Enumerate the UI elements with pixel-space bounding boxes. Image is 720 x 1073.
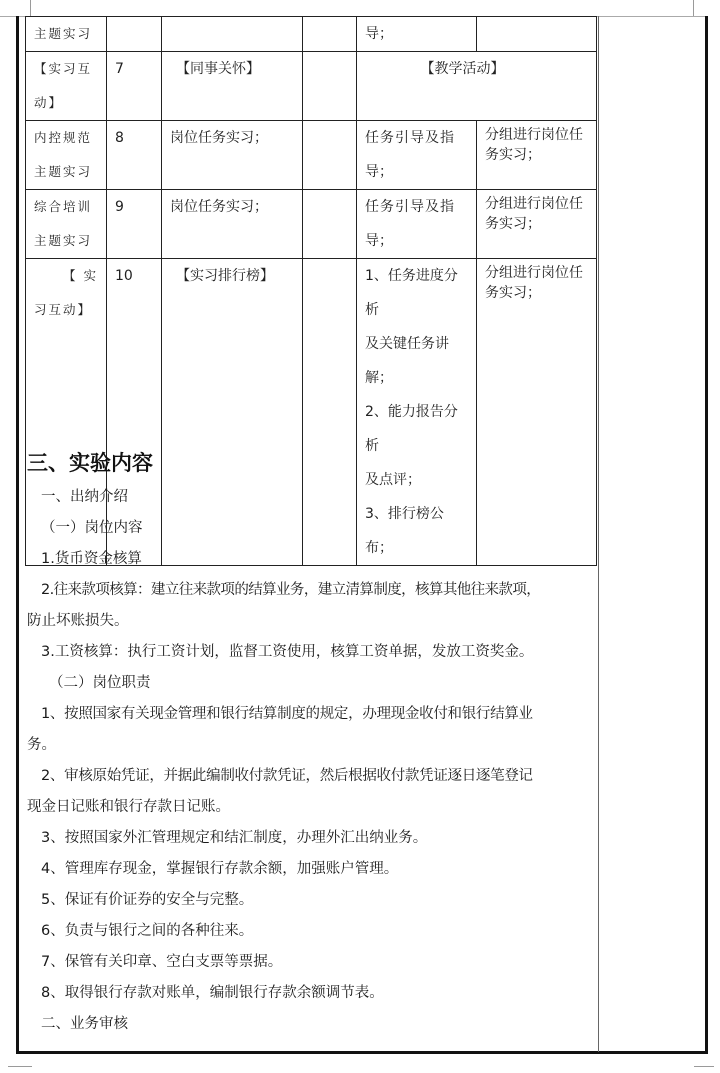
cell-content: 岗位任务实习； <box>162 121 303 190</box>
cell-activity: 分组进行岗位任务实习； <box>477 121 597 190</box>
crop-mark <box>693 0 694 16</box>
cell-text: 1、任务进度分析 <box>365 268 458 318</box>
paragraph: 1、按照国家有关现金管理和银行结算制度的规定，办理现金收付和银行结算业 <box>41 706 533 722</box>
cell-no: 7 <box>107 52 162 121</box>
cell-empty <box>303 17 357 52</box>
cell-text: 【实习排行榜】 <box>176 268 274 284</box>
cell-empty <box>303 190 357 259</box>
cell-content <box>162 17 303 52</box>
crop-mark <box>694 1066 714 1067</box>
cell-no <box>107 17 162 52</box>
frame-left-border <box>16 16 19 1054</box>
cell-text: 主题实习 <box>34 233 93 248</box>
cell-text: 导； <box>365 164 393 180</box>
cell-content <box>162 52 303 121</box>
cell-text: 习互动】 <box>34 302 93 317</box>
paragraph: 1.货币资金核算 <box>41 551 142 567</box>
subheading: 一、出纳介绍 <box>41 489 128 505</box>
paragraph: 6、负责与银行之间的各种往来。 <box>41 923 254 939</box>
table-row <box>26 121 597 190</box>
cell-merged-activity <box>357 52 597 121</box>
table-row <box>26 52 597 121</box>
cell-module <box>26 52 107 121</box>
cell-guide <box>357 190 477 259</box>
cell-activity: 分组进行岗位任务实习； <box>477 259 597 566</box>
frame-column-separator <box>598 16 599 1052</box>
subheading: （一）岗位内容 <box>41 520 143 536</box>
cell-text: 任务引导及指 <box>365 130 455 146</box>
crop-mark <box>30 0 31 16</box>
cell-empty <box>303 121 357 190</box>
cell-empty <box>303 52 357 121</box>
cell-text: 导； <box>365 26 393 42</box>
frame-bottom-border <box>16 1051 708 1054</box>
cell-no: 10 <box>107 259 162 566</box>
cell-guide <box>357 17 477 52</box>
subheading: （二）岗位职责 <box>49 675 151 691</box>
cell-text: 【 实 <box>63 268 98 283</box>
cell-guide <box>357 121 477 190</box>
cell-text: 【同事关怀】 <box>176 61 260 77</box>
cell-text: 2、能力报告分析 <box>365 404 458 454</box>
frame-right-border <box>705 16 708 1054</box>
table-row <box>26 17 597 52</box>
paragraph: 现金日记账和银行存款日记账。 <box>27 799 230 815</box>
paragraph: 3、按照国家外汇管理规定和结汇制度，办理外汇出纳业务。 <box>41 830 428 846</box>
cell-text: 导； <box>365 233 393 249</box>
cell-text: 3、排行榜公布； <box>365 506 444 556</box>
paragraph: 5、保证有价证券的安全与完整。 <box>41 892 254 908</box>
paragraph: 防止坏账损失。 <box>27 613 129 629</box>
cell-text: 综合培训 <box>34 199 93 214</box>
paragraph: 4、管理库存现金，掌握银行存款余额，加强账户管理。 <box>41 861 399 877</box>
cell-no: 8 <box>107 121 162 190</box>
section-body <box>27 448 595 1040</box>
cell-activity: 分组进行岗位任务实习； <box>477 190 597 259</box>
cell-text: 及点评； <box>365 472 421 488</box>
cell-module <box>26 17 107 52</box>
cell-module <box>26 190 107 259</box>
subheading: 二、业务审核 <box>41 1016 128 1032</box>
paragraph: 3.工资核算：执行工资计划，监督工资使用，核算工资单据，发放工资奖金。 <box>41 644 534 660</box>
cell-text: 主题实习 <box>34 164 93 179</box>
table-row <box>26 190 597 259</box>
section-heading: 三、实验内容 <box>27 451 153 475</box>
cell-content: 岗位任务实习； <box>162 190 303 259</box>
cell-text: 【教学活动】 <box>420 61 505 77</box>
cell-text: 内控规范 <box>34 130 93 145</box>
crop-mark <box>8 1066 32 1067</box>
cell-text: 主题实习 <box>34 26 93 41</box>
cell-text: 任务引导及指 <box>365 199 455 215</box>
paragraph: 7、保管有关印章、空白支票等票据。 <box>41 954 283 970</box>
paragraph: 8、取得银行存款对账单，编制银行存款余额调节表。 <box>41 985 384 1001</box>
paragraph: 2、审核原始凭证，并据此编制收付款凭证，然后根据收付款凭证逐日逐笔登记 <box>41 768 533 784</box>
cell-text: 【实习互 <box>34 61 93 76</box>
cell-module <box>26 121 107 190</box>
cell-activity <box>477 17 597 52</box>
paragraph: 2.往来款项核算：建立往来款项的结算业务，建立清算制度，核算其他往来款项， <box>41 582 541 598</box>
cell-text: 及关键任务讲解； <box>365 336 449 386</box>
cell-no: 9 <box>107 190 162 259</box>
cell-text: 动】 <box>34 95 64 110</box>
paragraph: 务。 <box>27 737 56 753</box>
